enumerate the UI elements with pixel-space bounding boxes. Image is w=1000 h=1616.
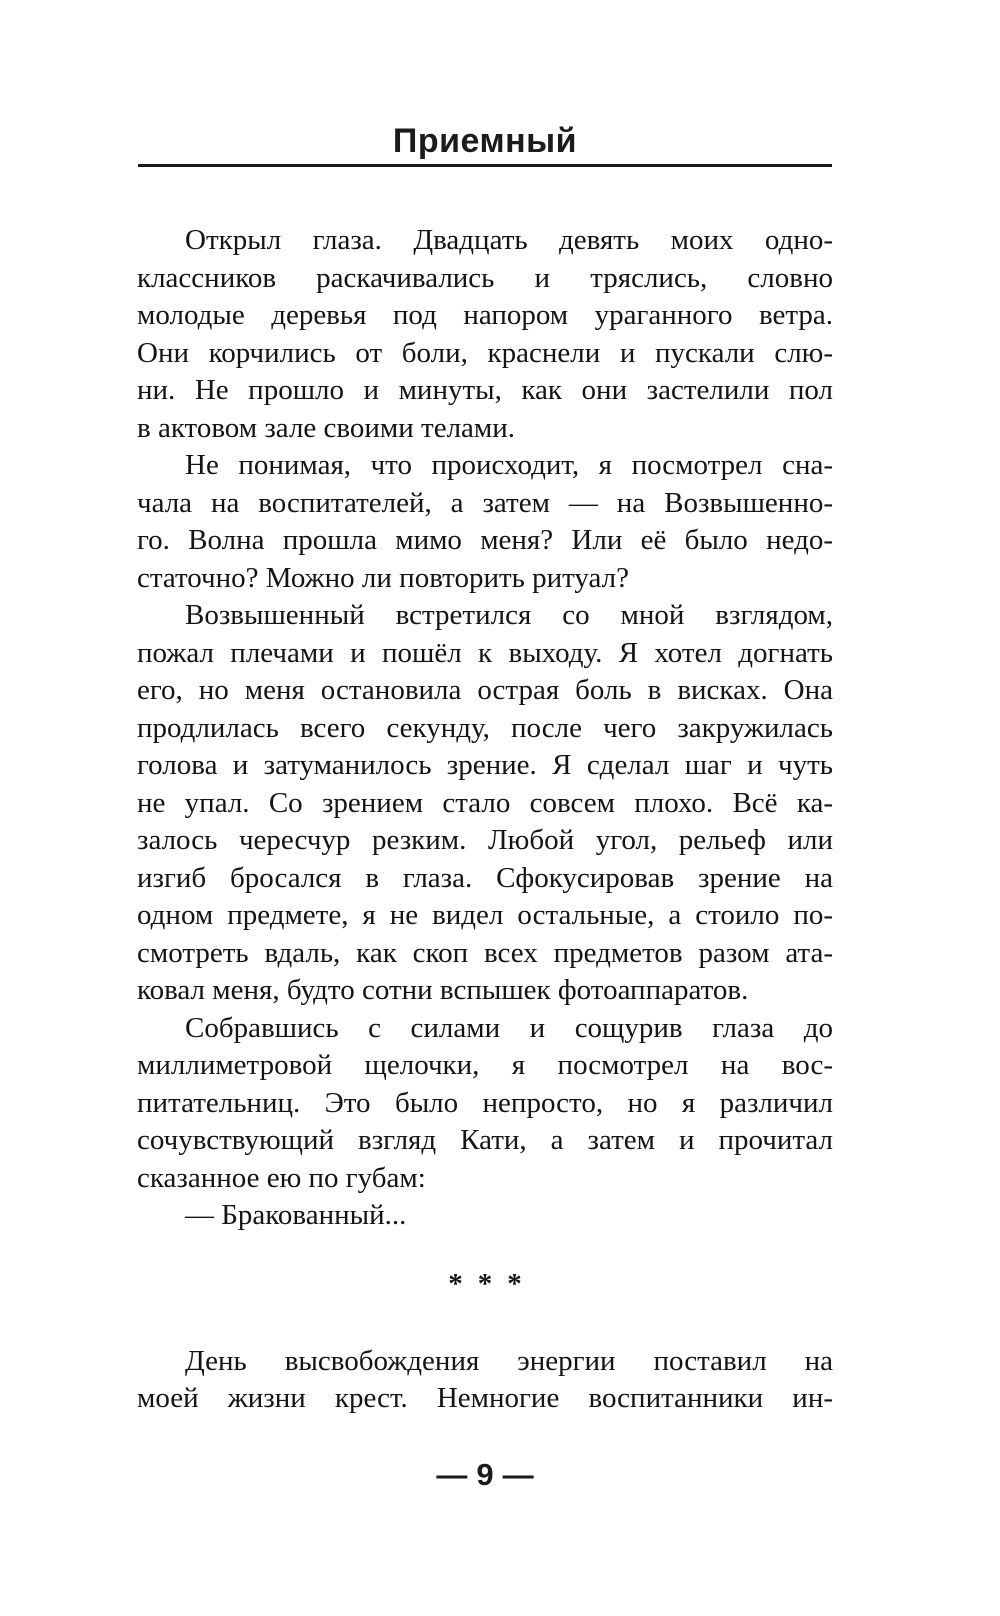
text-line: День высвобождения энергии поставил на bbox=[185, 1344, 833, 1377]
paragraph bbox=[137, 1197, 833, 1235]
text-line: питательниц. Это было непросто, но я различил bbox=[137, 1086, 833, 1119]
text-line: залось чересчур резким. Любой угол, рельеф или bbox=[137, 824, 833, 856]
footer-left-dash: — bbox=[436, 1457, 468, 1492]
text-line: одном предмете, я не видел остальные, а стоило по- bbox=[137, 899, 833, 931]
text-line: Собравшись с силами и сощурив глаза до bbox=[185, 1011, 833, 1044]
text-line: Возвышенный встретился со мной взглядом, bbox=[185, 599, 833, 631]
page-footer bbox=[137, 1455, 833, 1495]
header-rule bbox=[138, 164, 832, 167]
text-line: чала на воспитателей, а затем — на Возвышенно- bbox=[137, 486, 833, 519]
text-line: Открыл глаза. Двадцать девять моих одно- bbox=[185, 224, 833, 256]
paragraph bbox=[137, 1343, 833, 1418]
text-line: сказанное ею по губам: bbox=[137, 1161, 426, 1194]
text-line: миллиметровой щелочки, я посмотрел на вос- bbox=[137, 1049, 833, 1081]
section-separator: *** bbox=[448, 1267, 537, 1300]
page-number: 9 bbox=[476, 1457, 494, 1492]
text-line: пожал плечами и пошёл к выходу. Я хотел догнать bbox=[137, 636, 833, 669]
text-line: ковал меня, будто сотни вспышек фотоаппаратов. bbox=[137, 974, 749, 1006]
text-line: продлилась всего секунду, после чего закружилась bbox=[137, 711, 833, 744]
text-line: — Бракованный... bbox=[185, 1199, 407, 1231]
text-line: изгиб бросался в глаза. Сфокусировав зрение на bbox=[137, 861, 833, 894]
text-line: моей жизни крест. Немногие воспитанники ин- bbox=[137, 1382, 833, 1414]
text-body bbox=[137, 222, 833, 1418]
paragraph bbox=[137, 1010, 833, 1198]
text-line: молодые деревья под напором ураганного ветра. bbox=[137, 299, 833, 331]
paragraph bbox=[137, 597, 833, 1010]
text-line: голова и затуманилось зрение. Я сделал шаг и чуть bbox=[137, 749, 833, 781]
text-line: ни. Не прошло и минуты, как они застелили пол bbox=[137, 374, 833, 406]
text-line: го. Волна прошла мимо меня? Или её было недо- bbox=[137, 524, 833, 556]
text-line: статочно? Можно ли повторить ритуал? bbox=[137, 561, 630, 594]
text-line: в актовом зале своими телами. bbox=[137, 411, 516, 444]
text-line: Они корчились от боли, краснели и пускали слю- bbox=[137, 336, 833, 369]
text-line: Не понимая, что происходит, я посмотрел сна- bbox=[185, 449, 833, 481]
text-line: смотреть вдаль, как скоп всех предметов разом ата- bbox=[137, 936, 833, 969]
text-line: классников раскачивались и тряслись, словно bbox=[137, 261, 833, 294]
text-line: сочувствующий взгляд Кати, а затем и прочитал bbox=[137, 1124, 833, 1156]
text-line: его, но меня остановила острая боль в висках. Она bbox=[137, 674, 833, 706]
paragraph bbox=[137, 222, 833, 447]
text-line: не упал. Со зрением стало совсем плохо. Всё ка- bbox=[137, 786, 833, 819]
running-head-title: Приемный bbox=[392, 122, 578, 160]
footer-right-dash: — bbox=[502, 1457, 534, 1492]
paragraph bbox=[137, 447, 833, 597]
